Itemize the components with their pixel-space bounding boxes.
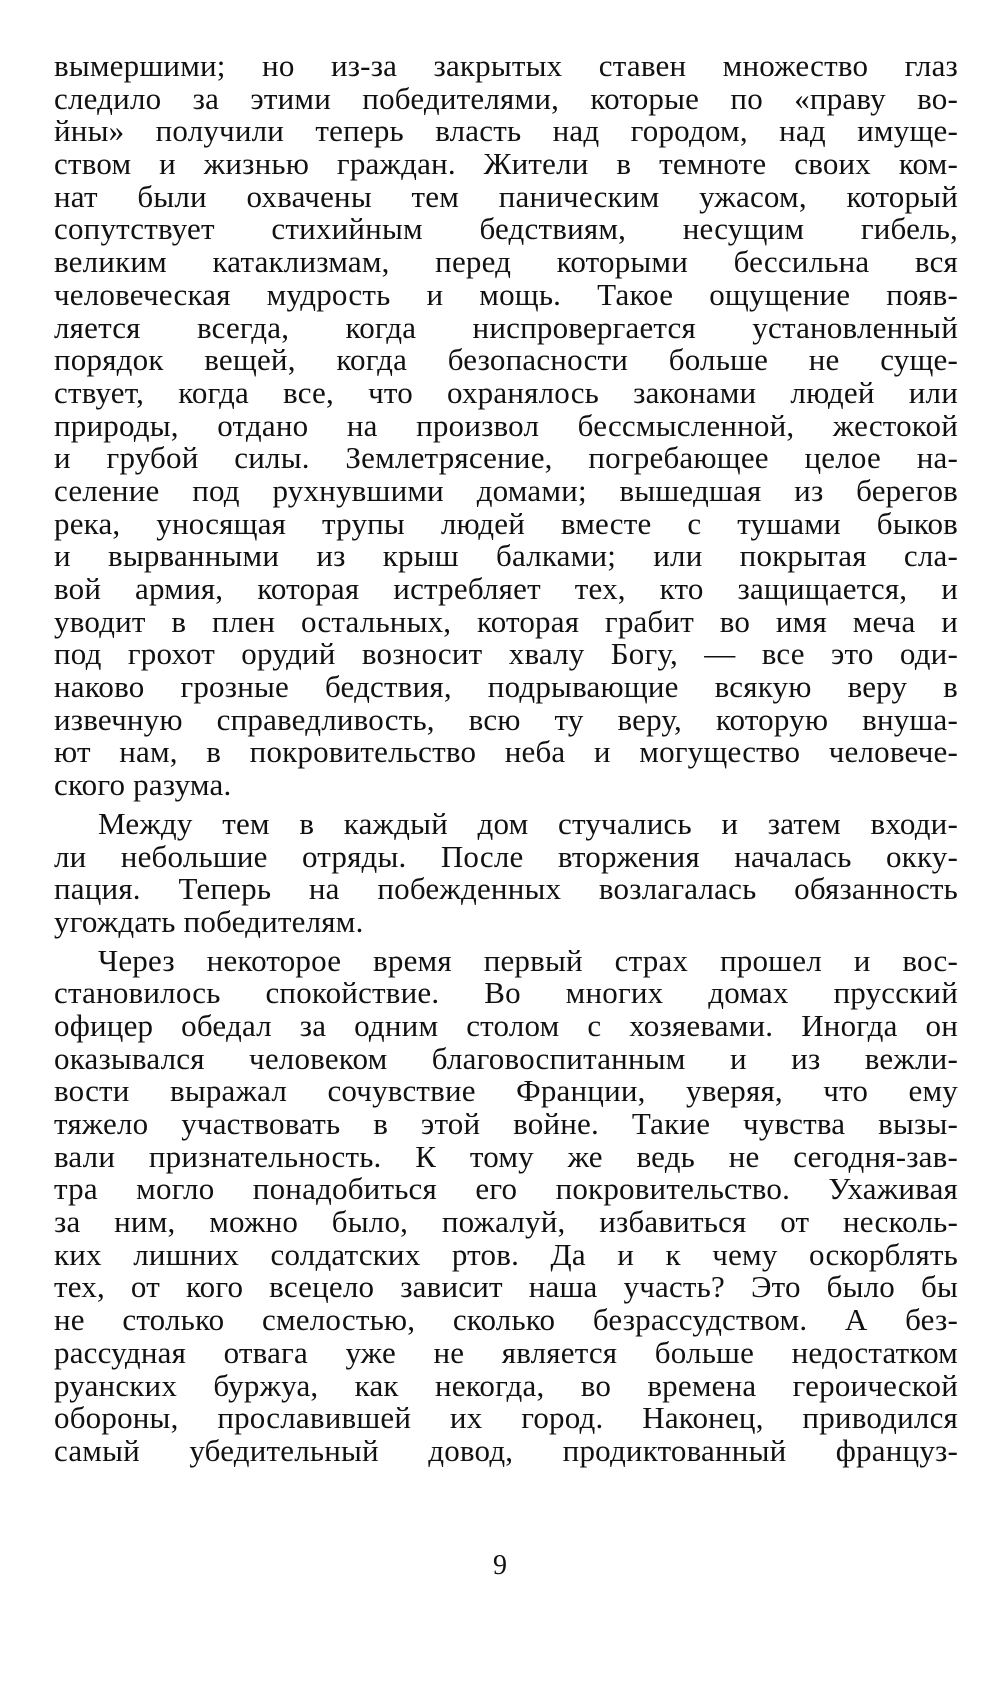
paragraph-2 xyxy=(54,805,958,939)
text-line: за ним, можно было, пожалуй, избавиться от несколь- xyxy=(54,1204,958,1240)
text-line: становилось спокойствие. Во многих домах прусский xyxy=(54,975,958,1011)
text-line: ких лишних солдатских ртов. Да и к чему оскорблять xyxy=(54,1236,958,1272)
text-line: тяжело участвовать в этой войне. Такие чувства вызы- xyxy=(54,1106,958,1141)
text-line: под грохот орудий возносит хвалу Богу, — все это оди- xyxy=(54,636,958,672)
text-line: вали признательность. К тому же ведь не сегодня-зав- xyxy=(54,1138,958,1174)
text-line: офицер обедал за одним столом с хозяевами. Иногда он xyxy=(54,1007,958,1043)
text-line: Между тем в каждый дом стучались и затем входи- xyxy=(98,805,958,841)
text-line: руанских буржуа, как некогда, во времена героической xyxy=(54,1367,958,1403)
text-line: природы, отдано на произвол бессмысленной, жестокой xyxy=(54,407,958,443)
text-line: ствует, когда все, что охранялось законами людей или xyxy=(54,374,958,410)
text-line: великим катаклизмам, перед которыми бессильна вся xyxy=(54,244,958,280)
text-line: ют нам, в покровительство неба и могущество человече- xyxy=(54,734,958,770)
page-body xyxy=(54,50,958,1468)
text-line: вой армия, которая истребляет тех, кто защищается, и xyxy=(54,571,958,606)
text-line: йны» получили теперь власть над городом, над имуще- xyxy=(54,113,958,149)
text-line: ли небольшие отряды. После вторжения началась окку- xyxy=(54,838,958,874)
paragraph-3 xyxy=(54,942,958,1468)
text-line: порядок вещей, когда безопасности больше не суще- xyxy=(54,342,958,378)
text-line: извечную справедливость, всю ту веру, которую внуша- xyxy=(54,701,958,737)
text-line: наково грозные бедствия, подрывающие всякую веру в xyxy=(54,669,958,705)
text-line: ляется всегда, когда ниспровергается установленный xyxy=(54,309,958,345)
text-line: вымершими; но из-за закрытых ставен множество глаз xyxy=(54,48,958,83)
text-line: вости выражал сочувствие Франции, уверяя, что ему xyxy=(54,1073,958,1109)
text-line: нат были охвачены тем паническим ужасом, который xyxy=(54,178,958,214)
text-line: река, уносящая трупы людей вместе с тушами быков xyxy=(54,505,958,541)
text-line: рассудная отвага уже не является больше недостатком xyxy=(54,1334,958,1370)
text-line: пация. Теперь на побежденных возлагалась обязанность xyxy=(54,871,958,907)
text-line: и вырванными из крыш балками; или покрытая сла- xyxy=(54,538,958,574)
text-line: сопутствует стихийным бедствиям, несущим гибель, xyxy=(54,211,958,247)
text-line: следило за этими победителями, которые по «праву во- xyxy=(54,80,958,116)
text-line: селение под рухнувшими домами; вышедшая из берегов xyxy=(54,472,958,508)
text-line: оказывался человеком благовоспитанным и из вежли- xyxy=(54,1040,958,1076)
text-line: не столько смелостью, сколько безрассудством. А без- xyxy=(54,1302,958,1338)
text-line: тра могло понадобиться его покровительство. Ухаживая xyxy=(54,1171,958,1207)
text-line: человеческая мудрость и мощь. Такое ощущение появ- xyxy=(54,276,958,312)
text-line: уводит в плен остальных, которая грабит во имя меча и xyxy=(54,603,958,639)
paragraph-1 xyxy=(54,50,958,802)
text-line: самый убедительный довод, продиктованный француз- xyxy=(54,1432,958,1468)
text-line: обороны, прославившей их город. Наконец, приводился xyxy=(54,1400,958,1436)
text-line: и грубой силы. Землетрясение, погребающее целое на- xyxy=(54,440,958,476)
text-line: угождать победителям. xyxy=(54,903,364,939)
text-line: Через некоторое время первый страх прошел и вос- xyxy=(98,942,958,978)
text-line: ством и жизнью граждан. Жители в темноте своих ком- xyxy=(54,146,958,182)
text-line: ского разума. xyxy=(54,767,232,803)
page-number: 9 xyxy=(493,1550,507,1581)
text-line: тех, от кого всецело зависит наша участь? Это было бы xyxy=(54,1269,958,1305)
